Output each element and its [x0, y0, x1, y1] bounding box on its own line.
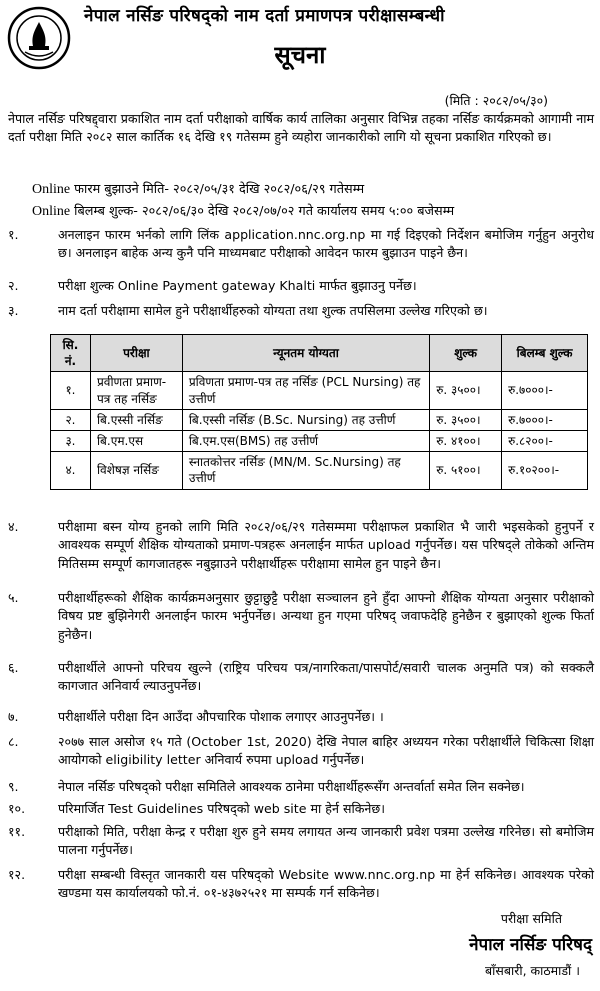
cell-sn: २.: [51, 409, 91, 430]
cell-late-fee: रु.८२००।-: [502, 430, 588, 451]
schedule-text: फारम बुझाउने मिति- २०८२/०५/३१ देखि २०८२/०६/२९ गतेसम्म: [70, 182, 365, 197]
item-number: १०.: [8, 801, 26, 816]
cell-exam: बि.एस्सी नर्सिङ: [90, 409, 182, 430]
intro-paragraph: नेपाल नर्सिङ परिषद्द्वारा प्रकाशित नाम दर्ता परीक्षाको वार्षिक कार्य तालिका अनुसार विभिन्न तहका नर्सिङ कार्यक्रमको आगामी नाम दर्ता परीक्षा मिति २०८२ साल कार्तिक १६ देखि १९ गतेसम्म हुने व्यहोरा जानकारीको लागि यो सूचना प्रकाशित गरिएको छ।: [8, 111, 594, 145]
item-text: परीक्षामा बस्न योग्य हुनको लागि मिति २०८२/०६/२९ गतेसम्ममा परीक्षाफल प्रकाशित भै जारी भइसकेको हुनुपर्ने र आवश्यक सम्पूर्ण शैक्षिक योग्यताको प्रमाण-पत्रहरू अनलाईन मार्फत upload गर्नुपर्नेछ। यस परिषद्ले तोकेको अन्तिम मितिसम्म सम्पूर्ण कागजातहरू नबुझाउने परीक्षार्थीहरू परीक्षामा सामेल हुन पाइने छैन।: [58, 519, 594, 571]
cell-fee: रु. ३५००।: [430, 409, 502, 430]
item-number: ९.: [8, 779, 19, 794]
item-number: १.: [8, 227, 19, 242]
col-header-fee: शुल्क: [430, 335, 502, 372]
cell-sn: ३.: [51, 430, 91, 451]
cell-fee: रु. ४१००।: [430, 430, 502, 451]
schedule-label: Online: [32, 182, 71, 197]
col-header-qualification: न्यूनतम योग्यता: [182, 335, 429, 372]
cell-late-fee: रु.७०००।-: [502, 409, 588, 430]
list-item: [8, 823, 594, 860]
item-text: नाम दर्ता परीक्षामा सामेल हुने परीक्षार्थीहरुको योग्यता तथा शुल्क तपसिलमा उल्लेख गरिएको छ।: [58, 303, 488, 318]
item-number: ४.: [8, 519, 19, 534]
cell-qualification: प्रविणता प्रमाण-पत्र तह नर्सिङ (PCL Nursing) तह उत्तीर्ण: [182, 372, 429, 409]
list-item: [8, 518, 594, 573]
col-header-exam: परीक्षा: [90, 335, 182, 372]
item-text: नेपाल नर्सिङ परिषद्को परीक्षा समितिले आवश्यक ठानेमा परीक्षार्थीहरूसँग अन्तर्वार्ता समेत लिन सक्नेछ।: [58, 779, 525, 794]
list-item: [8, 589, 594, 644]
cell-late-fee: रु.१०२००।-: [502, 452, 588, 489]
item-number: ५.: [8, 590, 19, 605]
cell-exam: प्रवीणता प्रमाण-पत्र तह नर्सिङ: [90, 372, 182, 409]
item-text: परीक्षाको मिति, परीक्षा केन्द्र र परीक्षा शुरु हुने समय लगायत अन्य जानकारी प्रवेश पत्रमा उल्लेख गरिनेछ। सो बमोजिम पालना गर्नुपर्नेछ।: [58, 824, 594, 858]
table-row: [51, 372, 588, 409]
notice-date: (मिति : २०८२/०५/३०): [444, 93, 548, 108]
cell-fee: रु. ३५००।: [430, 372, 502, 409]
cell-sn: १.: [51, 372, 91, 409]
signature-organization: नेपाल नर्सिङ परिषद्: [469, 935, 592, 955]
table-row: [51, 430, 588, 451]
item-text: परीक्षा सम्बन्धी विस्तृत जानकारी यस परिषद्को Website www.nnc.org.np मा हेर्न सकिनेछ। आवश्यक परेको खण्डमा यस कार्यालयको फो.नं. ०१-४३७२५२१ मा सम्पर्क गर्न सकिनेछ।: [58, 867, 594, 901]
list-item: [8, 800, 594, 818]
schedule-line: [32, 202, 454, 222]
item-text: परिमार्जित Test Guidelines परिषद्को web site मा हेर्न सकिनेछ।: [58, 801, 386, 816]
notice-title: नेपाल नर्सिङ परिषद्को नाम दर्ता प्रमाणपत्र परीक्षासम्बन्धी: [84, 6, 445, 26]
cell-fee: रु. ५१००।: [430, 452, 502, 489]
table-row: [51, 452, 588, 489]
schedule-text: बिलम्ब शुल्क- २०८२/०६/३० देखि २०८२/०७/०२ गते कार्यालय समय ५:०० बजेसम्म: [70, 204, 455, 219]
schedule-label: Online: [32, 204, 71, 219]
list-item: [8, 733, 594, 770]
item-number: २.: [8, 278, 19, 293]
item-text: २०७७ साल असोज १५ गते (October 1st, 2020) देखि नेपाल बाहिर अध्ययन गरेका परीक्षार्थीले चिकित्सा शिक्षा आयोगको eligibility letter अनिवार्य रुपमा upload गर्नुपर्नेछ।: [58, 734, 594, 768]
list-item: [8, 866, 594, 903]
cell-late-fee: रु.७०००।-: [502, 372, 588, 409]
item-number: ७.: [8, 709, 19, 724]
item-text: अनलाइन फारम भर्नको लागि लिंक application.nnc.org.np मा गई दिइएको निर्देशन बमोजिम गर्नुहुन अनुरोध छ। अनलाइन बाहेक अन्य कुनै पनि माध्यमबाट परीक्षाको आवेदन फारम बुझाउन पाइने छैन।: [58, 227, 594, 261]
item-number: ३.: [8, 303, 19, 318]
col-header-late-fee: बिलम्ब शुल्क: [502, 335, 588, 372]
col-header-sn: सि. नं.: [51, 335, 91, 372]
item-text: परीक्षार्थीले आफ्नो परिचय खुल्ने (राष्ट्रिय परिचय पत्र/नागरिकता/पासपोर्ट/सवारी चालक अनुमति पत्र) को सक्कलै कागजात अनिवार्य ल्याउनुपर्नेछ।: [58, 660, 594, 694]
schedule-line: [32, 180, 364, 200]
item-text: परीक्षार्थीहरूको शैक्षिक कार्यक्रमअनुसार छुट्टाछुट्टै परीक्षा सञ्चालन हुने हुँदा आफ्नो शैक्षिक योग्यता अनुसार परीक्षाको विषय प्रष्ट बुझिनेगरी अनलाईन फारम भर्नुपर्नेछ। अन्यथा हुन गएमा परिषद् जवाफदेहि हुनेछैन र बुझाएको शुल्क फिर्ता हुनेछैन।: [58, 590, 594, 642]
qualification-fee-table: [50, 334, 588, 490]
item-text: परीक्षार्थीले परीक्षा दिन आउँदा औपचारिक पोशाक लगाएर आउनुपर्नेछ। ।: [58, 709, 384, 724]
cell-exam: बि.एम.एस: [90, 430, 182, 451]
list-item: [8, 277, 594, 295]
table-row: [51, 409, 588, 430]
cell-qualification: स्नातकोत्तर नर्सिङ (MN/M. Sc.Nursing) तह उत्तीर्ण: [182, 452, 429, 489]
cell-qualification: बि.एम.एस(BMS) तह उत्तीर्ण: [182, 430, 429, 451]
item-number: १२.: [8, 867, 26, 882]
cell-sn: ४.: [51, 452, 91, 489]
list-item: [8, 659, 594, 696]
list-item: [8, 226, 594, 263]
signature-committee: परीक्षा समिति: [500, 911, 562, 926]
item-text: परीक्षा शुल्क Online Payment gateway Khalti मार्फत बुझाउनु पर्नेछ।: [58, 278, 417, 293]
list-item: [8, 708, 594, 726]
item-number: ६.: [8, 660, 19, 675]
list-item: [8, 302, 594, 320]
notice-heading: सूचना: [274, 41, 326, 69]
list-item: [8, 778, 594, 796]
signature-address: बाँसबारी, काठमाडौं ।: [485, 963, 580, 978]
item-number: ८.: [8, 734, 19, 749]
table-header-row: [51, 335, 588, 372]
cell-qualification: बि.एस्सी नर्सिङ (B.Sc. Nursing) तह उत्तीर्ण: [182, 409, 429, 430]
item-number: ११.: [8, 824, 26, 839]
cell-exam: विशेषज्ञ नर्सिङ: [90, 452, 182, 489]
